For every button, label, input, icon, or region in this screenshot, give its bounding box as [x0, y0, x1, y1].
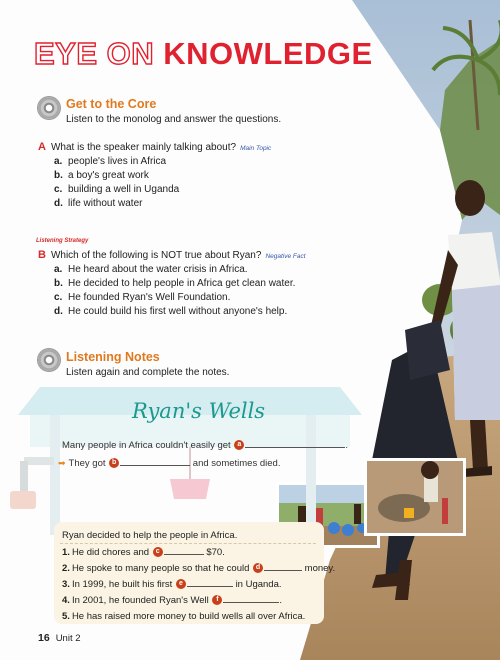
- option-c[interactable]: c. He founded Ryan's Well Foundation.: [54, 292, 231, 303]
- blank-marker: e: [176, 579, 186, 589]
- core-instruction: Listen to the monolog and answer the questions.: [66, 114, 282, 125]
- step-4: 4. In 2001, he founded Ryan's Well f .: [62, 595, 283, 606]
- option-a[interactable]: a. He heard about the water crisis in Africa.: [54, 264, 248, 275]
- listening-strategy-tag: Listening Strategy: [36, 238, 89, 244]
- question-b: [38, 249, 306, 261]
- title-eye-on: EYE ON: [34, 36, 155, 71]
- question-letter: A: [38, 141, 46, 153]
- page-title: [34, 36, 373, 72]
- blank-marker: c: [153, 547, 163, 557]
- well-photo-2: [364, 458, 466, 536]
- answer-blank[interactable]: [120, 458, 190, 466]
- answer-blank[interactable]: [187, 579, 233, 587]
- audio-cd-icon[interactable]: [38, 97, 60, 119]
- question-letter: B: [38, 249, 46, 261]
- blank-marker: b: [109, 458, 119, 468]
- answer-blank[interactable]: [245, 440, 345, 448]
- page-number: 16: [38, 632, 50, 644]
- question-text: What is the speaker mainly talking about?: [50, 142, 237, 153]
- audio-cd-icon[interactable]: [38, 349, 60, 371]
- box-intro: Ryan decided to help the people in Africa.: [62, 530, 238, 541]
- step-5: 5. He has raised more money to build wells all over Africa.: [62, 611, 306, 622]
- arrow-icon: ➡: [58, 458, 66, 468]
- answer-blank[interactable]: [223, 595, 279, 603]
- blank-marker: d: [253, 563, 263, 573]
- note-line-2: ➡ They got b and sometimes died.: [58, 458, 281, 469]
- option-b[interactable]: b. He decided to help people in Africa get clean water.: [54, 278, 296, 289]
- note-line-1: Many people in Africa couldn't easily get a .: [62, 440, 348, 451]
- step-1: 1. He did chores and c $70.: [62, 547, 225, 558]
- blank-marker: f: [212, 595, 222, 605]
- option-b[interactable]: b. a boy's great work: [54, 170, 149, 181]
- unit-label: Unit 2: [55, 633, 81, 644]
- blank-marker: a: [234, 440, 244, 450]
- section-heading-notes: Listening Notes: [66, 350, 160, 364]
- question-tag: Main Topic: [240, 145, 272, 152]
- question-a: [38, 141, 271, 153]
- divider: [60, 543, 316, 544]
- board-title: Ryan's Wells: [132, 399, 266, 423]
- question-text: Which of the following is NOT true about Ryan?: [50, 250, 262, 261]
- answer-blank[interactable]: [264, 563, 302, 571]
- notes-instruction: Listen again and complete the notes.: [66, 367, 230, 378]
- step-3: 3. In 1999, he built his first e in Uganda.: [62, 579, 282, 590]
- section-heading-core: Get to the Core: [66, 97, 157, 111]
- option-d[interactable]: d. life without water: [54, 198, 143, 209]
- page-footer: [38, 632, 81, 644]
- question-tag: Negative Fact: [265, 253, 306, 260]
- option-a[interactable]: a. people's lives in Africa: [54, 156, 167, 167]
- step-2: 2. He spoke to many people so that he could d money.: [62, 563, 336, 574]
- option-d[interactable]: d. He could build his first well without anyone's help.: [54, 306, 288, 317]
- answer-blank[interactable]: [164, 547, 204, 555]
- title-knowledge: KNOWLEDGE: [163, 36, 373, 71]
- option-c[interactable]: c. building a well in Uganda: [54, 184, 180, 195]
